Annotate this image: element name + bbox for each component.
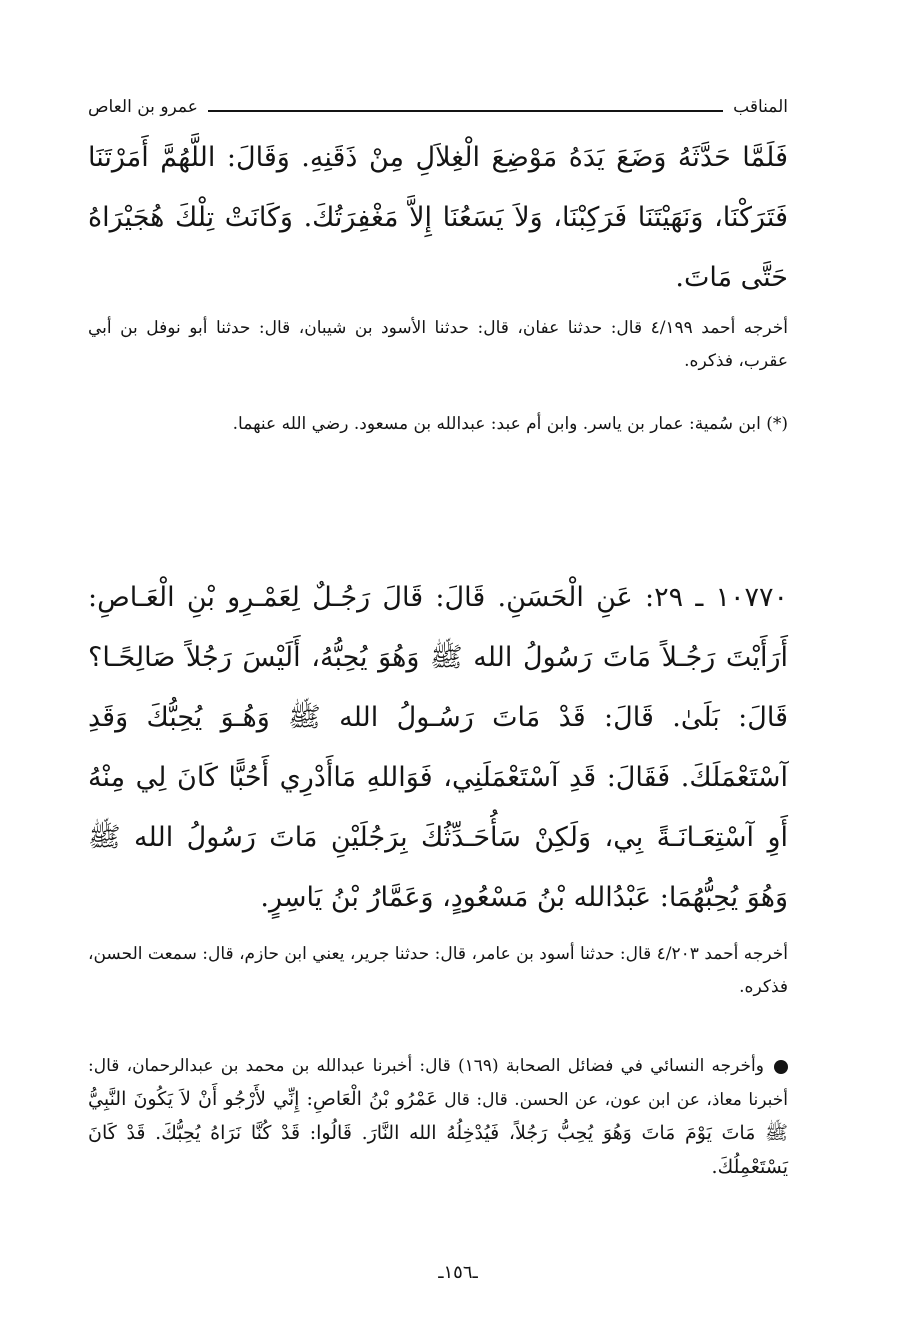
header-section-title: المناقب — [733, 97, 788, 117]
takhrij-paragraph-2: أخرجه أحمد ٤/٢٠٣ قال: حدثنا أسود بن عامر، قال: حدثنا جرير، يعني ابن حازم، قال: سمعت الحسن، فذكره. — [88, 944, 788, 997]
nasai-intro: وأخرجه النسائي في فضائل الصحابة (١٦٩) قال: أخبرنا عبدالله بن محمد بن عبدالرحمان، قال: أخبرنا معاذ، عن ابن عون، عن الحسن. قال: قال — [88, 1056, 788, 1110]
header-chapter-title: عمرو بن العاص — [88, 97, 198, 117]
hadith-continuation: فَلَمَّا حَدَّثَهُ وَضَعَ يَدَهُ مَوْضِعَ الْغِلاَلِ مِنْ ذَقَنِهِ. وَقَالَ: اللَّهُمَّ أَمَرْتَنَا فَتَرَكْنَا، وَنَهَيْتَنَا فَرَكِبْنَا، وَلاَ يَسَعُنَا إِلاَّ مَغْفِرَتُكَ. وَكَانَتْ تِلْكَ هُجَيْرَاهُ حَتَّى مَاتَ. — [88, 142, 788, 293]
running-header — [88, 88, 788, 116]
hadith-10770: ١٠٧٧٠ ـ ٢٩: عَنِ الْحَسَنِ. قَالَ: قَالَ رَجُـلٌ لِعَمْـرِو بْنِ الْعَـاصِ: أَرَأَيْتَ رَجُـلاً مَاتَ رَسُولُ الله ﷺ وَهُوَ يُحِبُّهُ، أَلَيْسَ رَجُلاً صَالِحًـا؟ قَالَ: بَلَىٰ. قَالَ: قَدْ مَاتَ رَسُـولُ الله ﷺ وَهُـوَ يُحِبُّكَ وَقَدِ آسْتَعْمَلَكَ. فَقَالَ: قَدِ آسْتَعْمَلَنِي، فَوَاللهِ مَاأَدْرِي أَحُبًّا كَانَ لِي مِنْهُ أَوِ آسْتِعَـانَـةً بِي، وَلَكِنْ سَأُحَـدِّثُكَ بِرَجُلَيْنِ مَاتَ رَسُولُ الله ﷺ وَهُوَ يُحِبُّهُمَا: عَبْدُالله بْنُ مَسْعُودٍ، وَعَمَّارُ بْنُ يَاسِرٍ. — [88, 582, 789, 913]
takhrij-paragraph: أخرجه أحمد ٤/١٩٩ قال: حدثنا عفان، قال: حدثنا الأسود بن شيبان، قال: حدثنا أبو نوفل بن أبي عقرب، فذكره. — [88, 318, 789, 371]
header-rule — [208, 110, 723, 112]
page-number: ـ١٥٦ـ — [438, 1262, 478, 1283]
nasai-paragraph — [88, 1050, 788, 1185]
bullet-icon — [774, 1060, 788, 1074]
nasai-quote: عَمْرُو بْنُ الْعَاصِ: إِنِّي لأَرْجُو أَنْ لاَ يَكُونَ النَّبِيُّ ﷺ مَاتَ يَوْمَ مَاتَ وَهُوَ يُحِبُّ رَجُلاً، فَيُدْخِلُهُ الله النَّارَ. قَالُوا: قَدْ كُنَّا نَرَاهُ يُحِبُّكَ. قَدْ كَانَ يَسْتَعْمِلُكَ. — [88, 1088, 788, 1178]
footnote: (*) ابن سُمية: عمار بن ياسر. وابن أم عبد: عبدالله بن مسعود. رضي الله عنهما. — [232, 414, 788, 434]
